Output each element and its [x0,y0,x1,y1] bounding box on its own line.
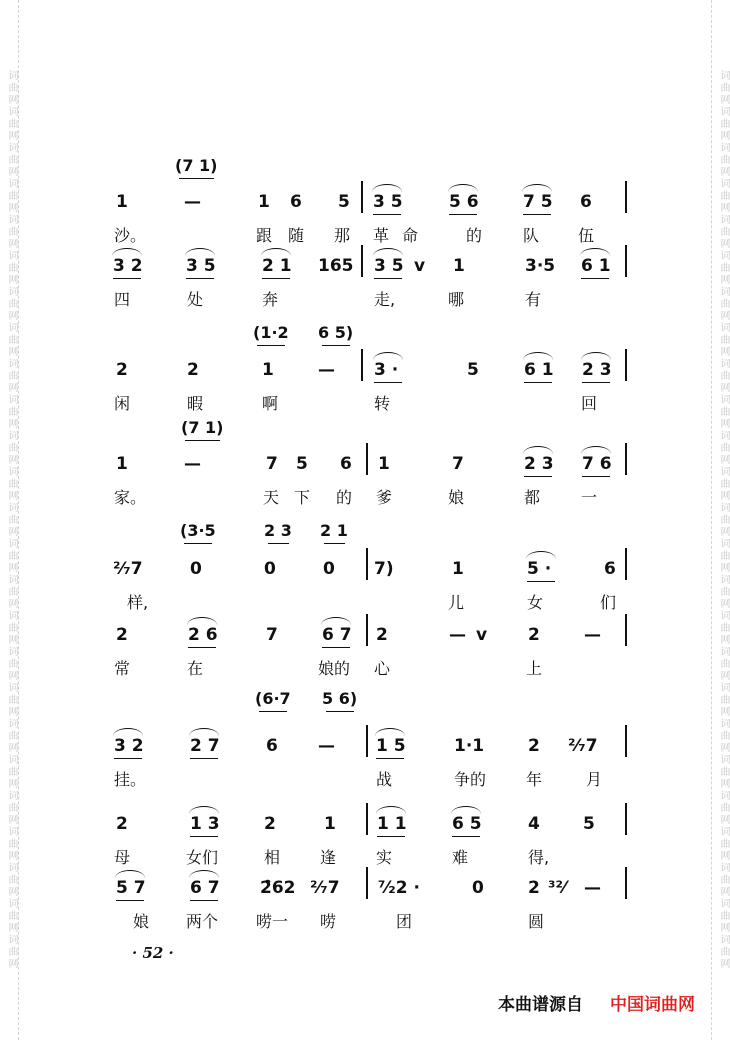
prefix-notes: 6 5) [318,323,354,342]
note: — [318,360,335,380]
slur [321,617,351,625]
slur [112,248,142,256]
barline [625,181,627,213]
beam-underline [373,214,401,215]
lyric: 都 [524,488,541,507]
barline [361,349,363,381]
note: 4 [528,814,540,834]
lyric: 儿 [448,593,465,612]
barline [625,245,627,277]
barline [366,614,368,646]
note: 6 [604,559,616,579]
slur [448,184,478,192]
lyric: 女 [527,593,544,612]
note: 2 3 [524,454,554,474]
beam-underline [113,278,141,279]
lyric: 一 [581,488,598,507]
lyric: 争的 [454,770,487,789]
prefix-underline [257,345,285,346]
note: 165 [318,256,354,276]
lyric: 随 [288,226,305,245]
barline [366,867,368,899]
note: v [476,625,488,645]
prefix-underline [322,345,350,346]
note: 3 2 [114,736,144,756]
note: 3·5 [525,256,556,276]
beam-underline [449,214,477,215]
note: 2 [528,878,540,898]
note: 2 [376,625,388,645]
note: 2 1 [262,256,292,276]
lyric: 实 [376,848,393,867]
note: 5 · [527,559,552,579]
lyric: 闲 [114,394,131,413]
lyric: 月 [586,770,603,789]
prefix-notes: 2 1 [320,521,348,540]
note: 7) [374,559,394,579]
slur [115,870,145,878]
note: 7 [266,454,278,474]
note: 2 [528,625,540,645]
note: 7 5 [523,192,553,212]
note: — [318,736,335,756]
lyric: 唠 [320,912,337,931]
slur [113,728,143,736]
beam-underline [376,758,404,759]
barline [361,245,363,277]
lyric: 转 [374,394,391,413]
beam-underline [452,836,480,837]
note: 6 1 [581,256,611,276]
note: ³²⁄ [548,878,566,898]
barline [625,349,627,381]
beam-underline [322,647,350,648]
slur [189,806,219,814]
note: 1 [453,256,465,276]
prefix-underline [179,178,214,179]
lyric: 那 [334,226,351,245]
lyric: 家。 [114,488,147,507]
lyric: 上 [526,659,543,678]
note: 6 [580,192,592,212]
beam-underline [582,382,610,383]
note: 6 7 [322,625,352,645]
slur [261,248,291,256]
note: 6 5 [452,814,482,834]
beam-underline [190,900,218,901]
note: 5 7 [116,878,146,898]
lyric: 四 [114,290,131,309]
slur [581,352,611,360]
slur [526,551,556,559]
lyric: 挂。 [114,770,147,789]
note: 1 [262,360,274,380]
note: 2 3 [582,360,612,380]
note: 0 [472,878,484,898]
note: — [184,454,201,474]
lyric: 的 [336,488,353,507]
note: 3 2 [113,256,143,276]
lyric: 娘 [133,912,150,931]
prefix-underline [324,543,345,544]
note: 2 [116,814,128,834]
lyric: 战 [376,770,393,789]
prefix-underline [185,440,220,441]
slur [373,352,403,360]
slur [375,728,405,736]
beam-underline [524,382,552,383]
beam-underline [527,581,555,582]
watermark-right: 词曲网词曲网词曲网词曲网词曲网词曲网词曲网词曲网词曲网词曲网词曲网词曲网词曲网词曲网词曲网词曲网词曲网词曲网词曲网词曲网词曲网词曲网词曲网词曲网词曲网 [711,0,730,1040]
barline [625,867,627,899]
lyric: 难 [452,848,469,867]
lyric: 娘 [448,488,465,507]
note: 2 [264,814,276,834]
lyric: 在 [187,659,204,678]
slur [451,806,481,814]
lyric: 逢 [320,848,337,867]
lyric: 有 [525,290,542,309]
note: 1 5 [376,736,406,756]
beam-underline [377,836,405,837]
note: 1 1 [377,814,407,834]
beam-underline [186,278,214,279]
beam-underline [523,214,551,215]
barline [366,548,368,580]
prefix-underline [268,543,289,544]
note: ²⁄₇7 [113,559,143,579]
beam-underline [190,836,218,837]
prefix-notes: (7 1) [175,156,218,175]
slur [523,446,553,454]
source-label: 本曲谱源自 [498,995,583,1015]
barline [366,803,368,835]
barline [366,725,368,757]
note: 3 · [374,360,399,380]
slur [185,248,215,256]
note: 2 [187,360,199,380]
lyric: 两个 [186,912,219,931]
lyric: 命 [402,226,419,245]
note: 1 [116,192,128,212]
lyric: 得, [528,848,550,867]
note: 3 5 [186,256,216,276]
lyric: 跟 [256,226,273,245]
note: 7 [266,625,278,645]
slur [376,806,406,814]
barline [625,614,627,646]
note: 5 6 [449,192,479,212]
note: 5 [338,192,350,212]
slur [372,184,402,192]
lyric: 相 [264,848,281,867]
barline [625,443,627,475]
note: — [184,192,201,212]
note: 6 [290,192,302,212]
slur [189,728,219,736]
beam-underline [582,476,610,477]
lyric: 团 [396,912,413,931]
beam-underline [262,278,290,279]
note: — [584,625,601,645]
barline [366,443,368,475]
note: 6 7 [190,878,220,898]
prefix-notes: (7 1) [181,418,224,437]
prefix-notes: 5 6) [322,689,358,708]
lyric: 常 [114,659,131,678]
lyric: 回 [581,394,598,413]
slur [581,446,611,454]
lyric: 伍 [578,226,595,245]
note: 0 [264,559,276,579]
lyric: 娘的 [318,659,351,678]
note: 5 [583,814,595,834]
prefix-underline [184,543,212,544]
lyric: 女们 [186,848,219,867]
note: 3 5 [374,256,404,276]
page-number: · 52 · [132,944,174,962]
prefix-notes: 2 3 [264,521,292,540]
barline [361,181,363,213]
lyric: 队 [523,226,540,245]
note: 2̑62 [260,878,296,898]
lyric: 们 [600,593,617,612]
note: 1 [378,454,390,474]
note: 3 5 [373,192,403,212]
lyric: 爹 [376,488,393,507]
note: 6 [266,736,278,756]
slur [522,184,552,192]
slur [580,248,610,256]
barline [625,725,627,757]
note: 2 6 [188,625,218,645]
note: ²⁄₇7 [568,736,598,756]
lyric: 样, [127,593,149,612]
note: v [414,256,426,276]
note: 1 [258,192,270,212]
watermark-left: 词曲网词曲网词曲网词曲网词曲网词曲网词曲网词曲网词曲网词曲网词曲网词曲网词曲网词曲网词曲网词曲网词曲网词曲网词曲网词曲网词曲网词曲网词曲网词曲网词曲网 [0,0,19,1040]
site-name-link[interactable]: 中国词曲网 [610,995,695,1015]
prefix-notes: (3·5 [180,521,216,540]
note: 6 [340,454,352,474]
beam-underline [374,382,402,383]
prefix-underline [326,711,354,712]
note: 2 [528,736,540,756]
prefix-notes: (1·2 [253,323,289,342]
note: 6 1 [524,360,554,380]
note: ⁷⁄₂2 · [378,878,420,898]
note: 5 [467,360,479,380]
prefix-notes: (6·7 [255,689,291,708]
beam-underline [114,758,142,759]
note: 7 [452,454,464,474]
note: 1 [116,454,128,474]
beam-underline [190,758,218,759]
note: 2 [116,360,128,380]
note: 1·1 [454,736,485,756]
lyric: 奔 [262,290,279,309]
note: — [584,878,601,898]
note: ²⁄₇7 [310,878,340,898]
lyric: 沙。 [114,226,147,245]
note: 0 [323,559,335,579]
note: 2 [116,625,128,645]
lyric: 走, [374,290,396,309]
lyric: 的 [466,226,483,245]
beam-underline [581,278,609,279]
lyric: 下 [294,488,311,507]
note: 1 3 [190,814,220,834]
slur [189,870,219,878]
lyric: 处 [187,290,204,309]
barline [625,548,627,580]
beam-underline [374,278,402,279]
slur [373,248,403,256]
prefix-underline [259,711,287,712]
lyric: 革 [373,226,390,245]
lyric: 哪 [448,290,465,309]
note: — [449,625,466,645]
barline [625,803,627,835]
slur [523,352,553,360]
beam-underline [188,647,216,648]
note: 7 6 [582,454,612,474]
lyric: 心 [374,659,391,678]
slur [187,617,217,625]
note: 1 [452,559,464,579]
lyric: 暇 [187,394,204,413]
note: 2 7 [190,736,220,756]
lyric: 母 [114,848,131,867]
lyric: 年 [526,770,543,789]
beam-underline [116,900,144,901]
note: 1 [324,814,336,834]
beam-underline [524,476,552,477]
lyric: 唠一 [256,912,289,931]
note: 5 [296,454,308,474]
lyric: 啊 [262,394,279,413]
lyric: 圆 [528,912,545,931]
note: 0 [190,559,202,579]
lyric: 天 [263,488,280,507]
